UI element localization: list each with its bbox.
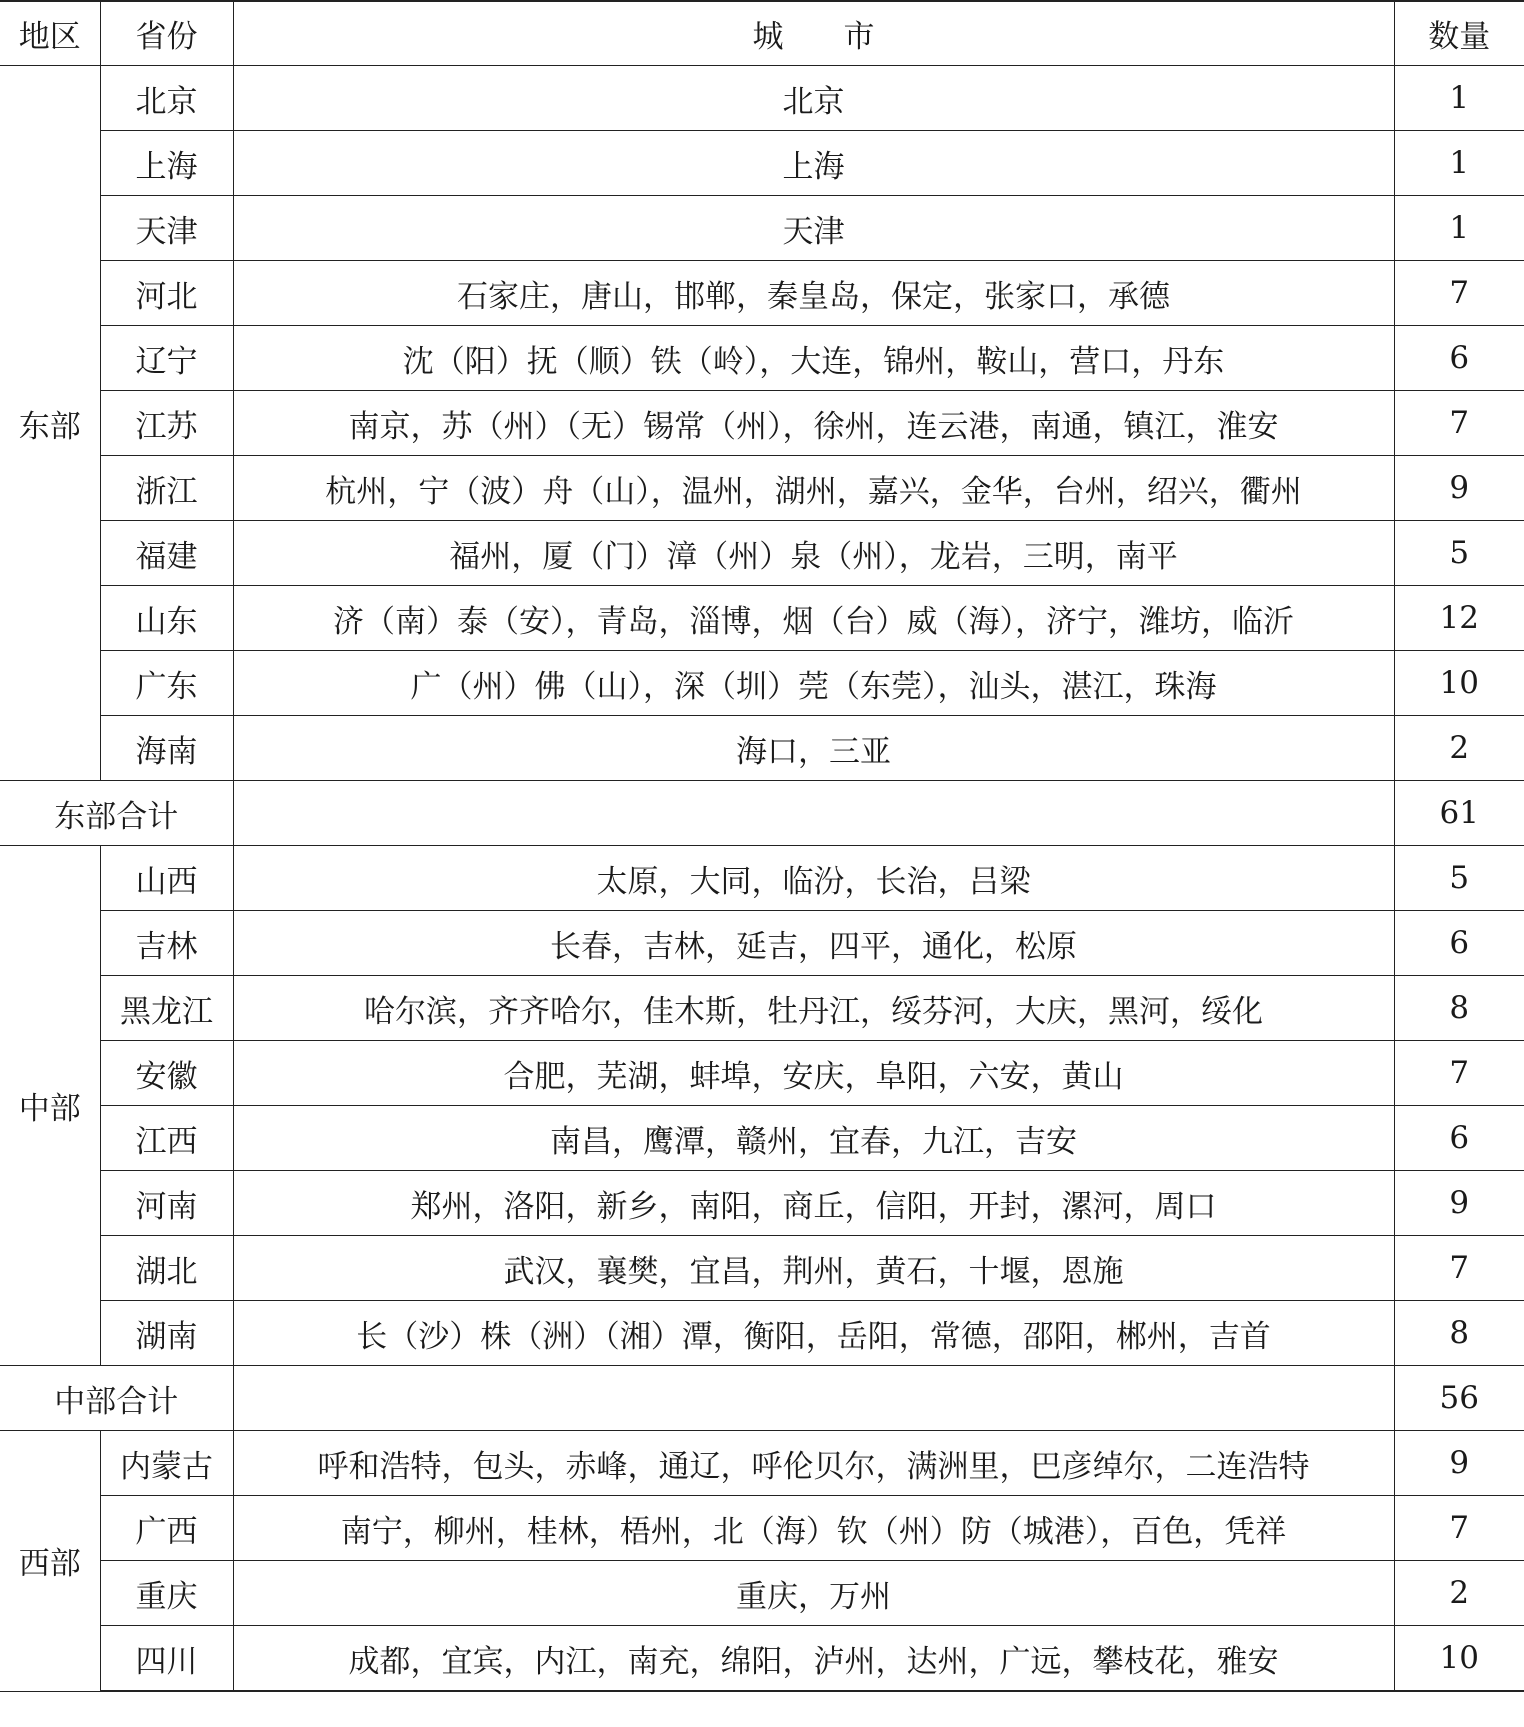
table-row <box>0 196 1524 261</box>
count-cell: 1 <box>1394 196 1524 261</box>
count-cell: 8 <box>1394 1301 1524 1366</box>
cities-cell: 重庆，万州 <box>233 1561 1394 1626</box>
count-cell: 7 <box>1394 1236 1524 1301</box>
count-cell: 10 <box>1394 1626 1524 1692</box>
count-cell: 10 <box>1394 651 1524 716</box>
province-cell: 吉林 <box>100 911 233 976</box>
count-cell: 6 <box>1394 1106 1524 1171</box>
header-count: 数量 <box>1394 1 1524 66</box>
header-region: 地区 <box>0 1 100 66</box>
province-cell: 黑龙江 <box>100 976 233 1041</box>
table-row <box>0 1496 1524 1561</box>
total-row <box>0 781 1524 846</box>
province-cell: 河北 <box>100 261 233 326</box>
count-cell: 5 <box>1394 846 1524 911</box>
total-cities-empty <box>233 781 1394 846</box>
province-cell: 四川 <box>100 1626 233 1692</box>
table-row <box>0 326 1524 391</box>
table-row <box>0 261 1524 326</box>
count-cell: 9 <box>1394 456 1524 521</box>
table-row <box>0 651 1524 716</box>
total-row <box>0 1366 1524 1431</box>
province-cell: 江苏 <box>100 391 233 456</box>
cities-cell: 合肥，芜湖，蚌埠，安庆，阜阳，六安，黄山 <box>233 1041 1394 1106</box>
table-row <box>0 911 1524 976</box>
province-cell: 湖北 <box>100 1236 233 1301</box>
table-row <box>0 456 1524 521</box>
cities-cell: 南昌，鹰潭，赣州，宜春，九江，吉安 <box>233 1106 1394 1171</box>
table-row <box>0 1301 1524 1366</box>
cities-cell: 天津 <box>233 196 1394 261</box>
header-city <box>233 1 1394 66</box>
count-cell: 7 <box>1394 261 1524 326</box>
table-row <box>0 1236 1524 1301</box>
province-cell: 天津 <box>100 196 233 261</box>
cities-cell: 太原，大同，临汾，长治，吕梁 <box>233 846 1394 911</box>
total-count: 56 <box>1394 1366 1524 1431</box>
count-cell: 9 <box>1394 1171 1524 1236</box>
province-cell: 重庆 <box>100 1561 233 1626</box>
province-cell: 上海 <box>100 131 233 196</box>
province-cell: 广西 <box>100 1496 233 1561</box>
count-cell: 2 <box>1394 1561 1524 1626</box>
header-province: 省份 <box>100 1 233 66</box>
header-city-char1: 城 <box>752 19 784 55</box>
count-cell: 8 <box>1394 976 1524 1041</box>
count-cell: 2 <box>1394 716 1524 781</box>
count-cell: 6 <box>1394 326 1524 391</box>
table-row <box>0 1171 1524 1236</box>
total-label: 东部合计 <box>0 781 233 846</box>
cities-cell: 石家庄，唐山，邯郸，秦皇岛，保定，张家口，承德 <box>233 261 1394 326</box>
header-city-char2: 市 <box>843 19 875 55</box>
table-row <box>0 1626 1524 1692</box>
cities-cell: 长春，吉林，延吉，四平，通化，松原 <box>233 911 1394 976</box>
total-count: 61 <box>1394 781 1524 846</box>
cities-cell: 哈尔滨，齐齐哈尔，佳木斯，牡丹江，绥芬河，大庆，黑河，绥化 <box>233 976 1394 1041</box>
cities-cell: 福州，厦（门）漳（州）泉（州），龙岩，三明，南平 <box>233 521 1394 586</box>
count-cell: 6 <box>1394 911 1524 976</box>
cities-cell: 南宁，柳州，桂林，梧州，北（海）钦（州）防（城港），百色，凭祥 <box>233 1496 1394 1561</box>
cities-cell: 上海 <box>233 131 1394 196</box>
cities-cell: 郑州，洛阳，新乡，南阳，商丘，信阳，开封，漯河，周口 <box>233 1171 1394 1236</box>
province-cell: 广东 <box>100 651 233 716</box>
table-row <box>0 391 1524 456</box>
table-row <box>0 521 1524 586</box>
table-row <box>0 66 1524 131</box>
count-cell: 12 <box>1394 586 1524 651</box>
count-cell: 7 <box>1394 391 1524 456</box>
table-row <box>0 846 1524 911</box>
province-cell: 山西 <box>100 846 233 911</box>
province-cell: 内蒙古 <box>100 1431 233 1496</box>
total-label: 中部合计 <box>0 1366 233 1431</box>
count-cell: 5 <box>1394 521 1524 586</box>
table-row <box>0 1431 1524 1496</box>
region-cell: 西部 <box>0 1431 100 1692</box>
cities-cell: 武汉，襄樊，宜昌，荆州，黄石，十堰，恩施 <box>233 1236 1394 1301</box>
table-row <box>0 131 1524 196</box>
province-cell: 浙江 <box>100 456 233 521</box>
province-cell: 海南 <box>100 716 233 781</box>
table-row <box>0 716 1524 781</box>
cities-cell: 广（州）佛（山），深（圳）莞（东莞），汕头，湛江，珠海 <box>233 651 1394 716</box>
province-cell: 湖南 <box>100 1301 233 1366</box>
total-cities-empty <box>233 1366 1394 1431</box>
province-cell: 河南 <box>100 1171 233 1236</box>
count-cell: 1 <box>1394 66 1524 131</box>
cities-cell: 呼和浩特，包头，赤峰，通辽，呼伦贝尔，满洲里，巴彦绰尔，二连浩特 <box>233 1431 1394 1496</box>
cities-cell: 济（南）泰（安），青岛，淄博，烟（台）威（海），济宁，潍坊，临沂 <box>233 586 1394 651</box>
province-cell: 安徽 <box>100 1041 233 1106</box>
count-cell: 7 <box>1394 1496 1524 1561</box>
province-cell: 山东 <box>100 586 233 651</box>
cities-cell: 北京 <box>233 66 1394 131</box>
cities-cell: 沈（阳）抚（顺）铁（岭），大连，锦州，鞍山，营口，丹东 <box>233 326 1394 391</box>
region-cell: 东部 <box>0 66 100 781</box>
cities-cell: 成都，宜宾，内江，南充，绵阳，泸州，达州，广远，攀枝花，雅安 <box>233 1626 1394 1692</box>
table-row <box>0 976 1524 1041</box>
region-cell: 中部 <box>0 846 100 1366</box>
cities-cell: 长（沙）株（洲）（湘）潭，衡阳，岳阳，常德，邵阳，郴州，吉首 <box>233 1301 1394 1366</box>
province-cell: 江西 <box>100 1106 233 1171</box>
header-row <box>0 1 1524 66</box>
table-row <box>0 1106 1524 1171</box>
province-cell: 福建 <box>100 521 233 586</box>
count-cell: 1 <box>1394 131 1524 196</box>
count-cell: 9 <box>1394 1431 1524 1496</box>
table-body <box>0 66 1524 1692</box>
cities-cell: 海口，三亚 <box>233 716 1394 781</box>
province-cell: 辽宁 <box>100 326 233 391</box>
province-cell: 北京 <box>100 66 233 131</box>
table-row <box>0 1041 1524 1106</box>
table-row <box>0 586 1524 651</box>
table-row <box>0 1561 1524 1626</box>
count-cell: 7 <box>1394 1041 1524 1106</box>
cities-cell: 南京，苏（州）（无）锡常（州），徐州，连云港，南通，镇江，淮安 <box>233 391 1394 456</box>
cities-cell: 杭州，宁（波）舟（山），温州，湖州，嘉兴，金华，台州，绍兴，衢州 <box>233 456 1394 521</box>
